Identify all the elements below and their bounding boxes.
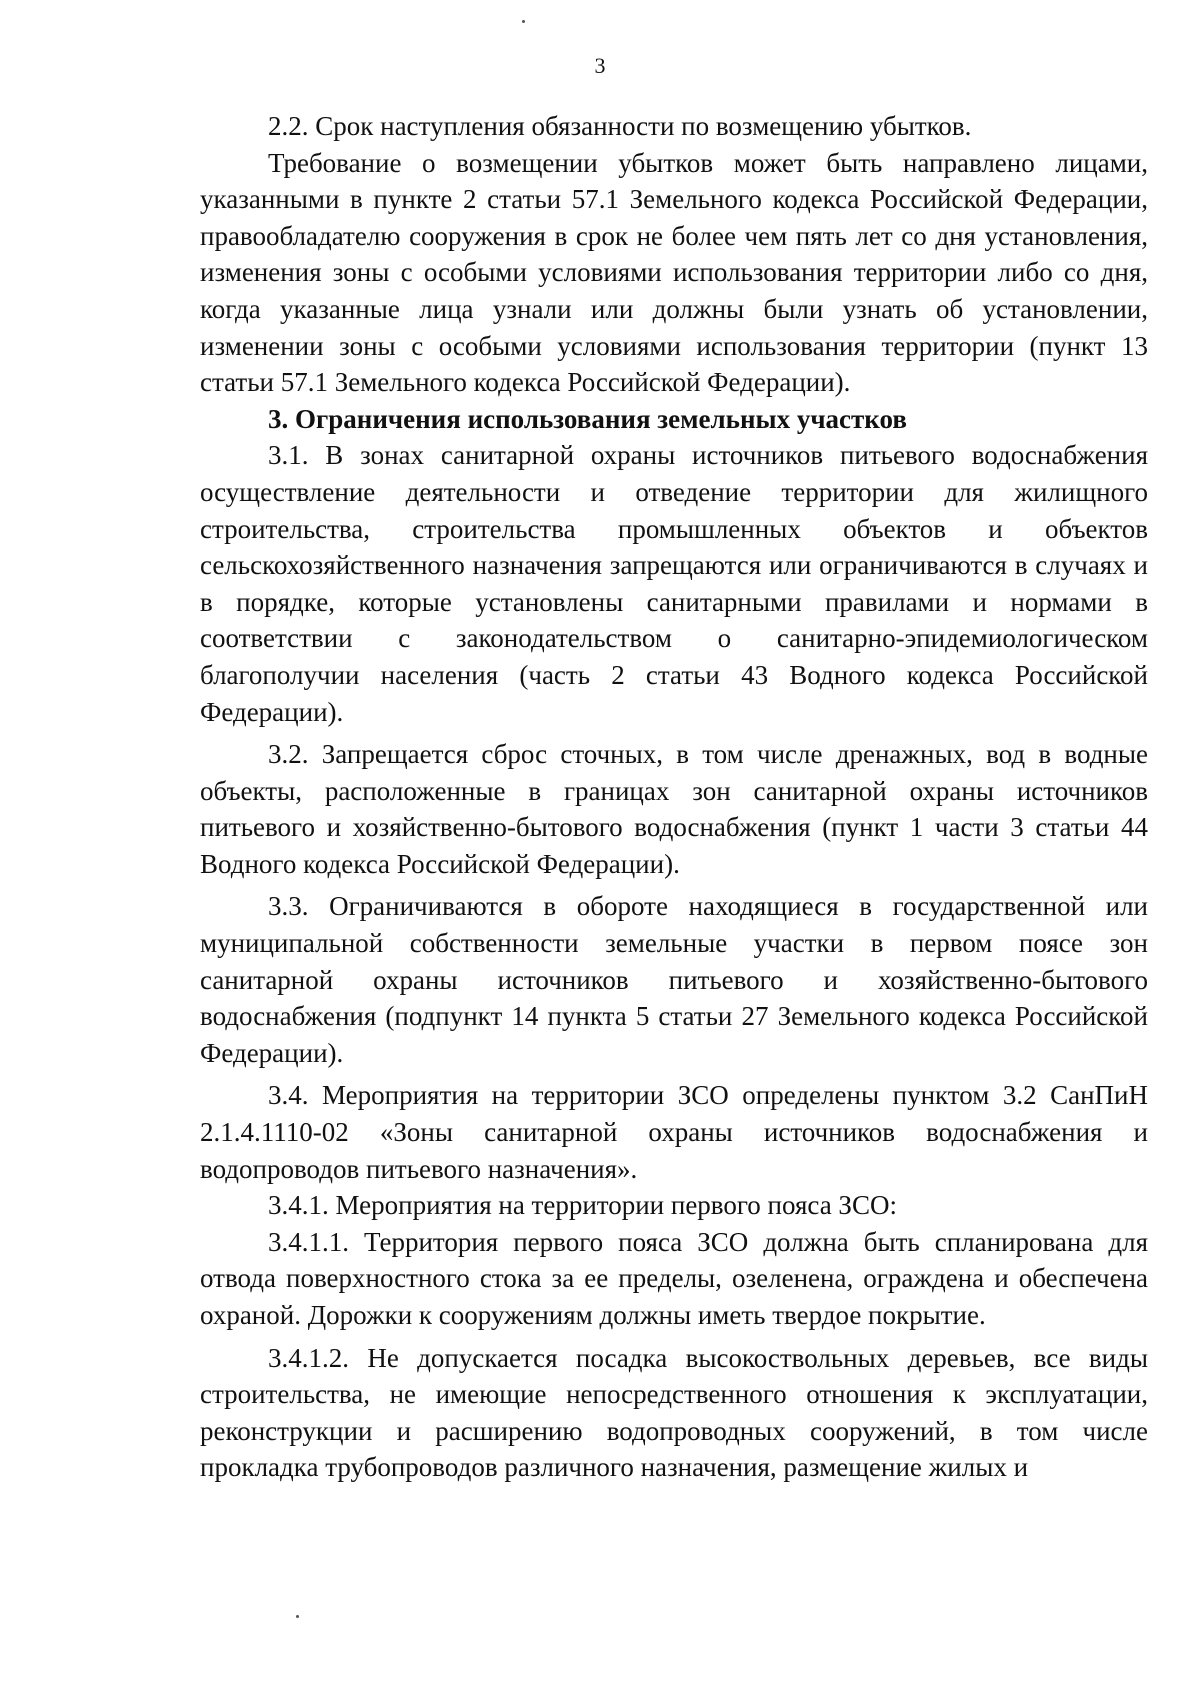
scan-speck bbox=[296, 1615, 299, 1618]
page-number: 3 bbox=[594, 53, 606, 78]
paragraph-3-4: 3.4. Мероприятия на территории ЗСО определены пунктом 3.2 СанПиН 2.1.4.1110-02 «Зоны санитарной охраны источников водоснабжения и водопроводов питьевого назначения». bbox=[200, 1080, 1148, 1184]
paragraph-3-1: 3.1. В зонах санитарной охраны источников питьевого водоснабжения осуществление деятельности и отведение территории для жилищного строительства, строительства промышленных объектов и объектов сельскохозяйственного назначения запрещаются или ограничиваются в случаях и в порядке, которые установлены санитарными правилами и нормами в соответствии с законодательством о санитарно-эпидемиологическом благополучии населения (часть 2 статьи 43 Водного кодекса Российской Федерации). bbox=[200, 440, 1148, 727]
paragraph-2-2-body: Требование о возмещении убытков может быть направлено лицами, указанными в пункте 2 статьи 57.1 Земельного кодекса Российской Федерации, правообладателю сооружения в срок не более чем пять лет со дня установления, изменения зоны с особыми условиями использования территории либо со дня, когда указанные лица узнали или должны были узнать об установлении, изменении зоны с особыми условиями использования территории (пункт 13 статьи 57.1 Земельного кодекса Российской Федерации). bbox=[200, 147, 1148, 398]
paragraph-3-3: 3.3. Ограничиваются в обороте находящиеся в государственной или муниципальной собственности земельные участки в первом поясе зон санитарной охраны источников питьевого и хозяйственно-бытового водоснабжения (подпункт 14 пункта 5 статьи 27 Земельного кодекса Российской Федерации). bbox=[200, 891, 1148, 1068]
paragraph-3-4-1-1: 3.4.1.1. Территория первого пояса ЗСО должна быть спланирована для отвода поверхностного стока за ее пределы, озеленена, ограждена и обеспечена охраной. Дорожки к сооружениям должны иметь твердое покрытие. bbox=[200, 1226, 1148, 1330]
section-3-heading: 3. Ограничения использования земельных участков bbox=[268, 403, 907, 434]
paragraph-3-2: 3.2. Запрещается сброс сточных, в том числе дренажных, вод в водные объекты, расположенные в границах зон санитарной охраны источников питьевого и хозяйственно-бытового водоснабжения (пункт 1 части 3 статьи 44 Водного кодекса Российской Федерации). bbox=[200, 739, 1148, 879]
scan-speck bbox=[522, 20, 525, 23]
paragraph-3-4-1: 3.4.1. Мероприятия на территории первого пояса ЗСО: bbox=[268, 1190, 897, 1221]
document-body bbox=[200, 108, 1148, 1486]
paragraph-2-2-title: 2.2. Срок наступления обязанности по возмещению убытков. bbox=[268, 111, 972, 141]
paragraph-3-4-1-2: 3.4.1.2. Не допускается посадка высокоствольных деревьев, все виды строительства, не имеющие непосредственного отношения к эксплуатации, реконструкции и расширению водопроводных сооружений, в том числе прокладка трубопроводов различного назначения, размещение жилых и bbox=[200, 1342, 1148, 1483]
